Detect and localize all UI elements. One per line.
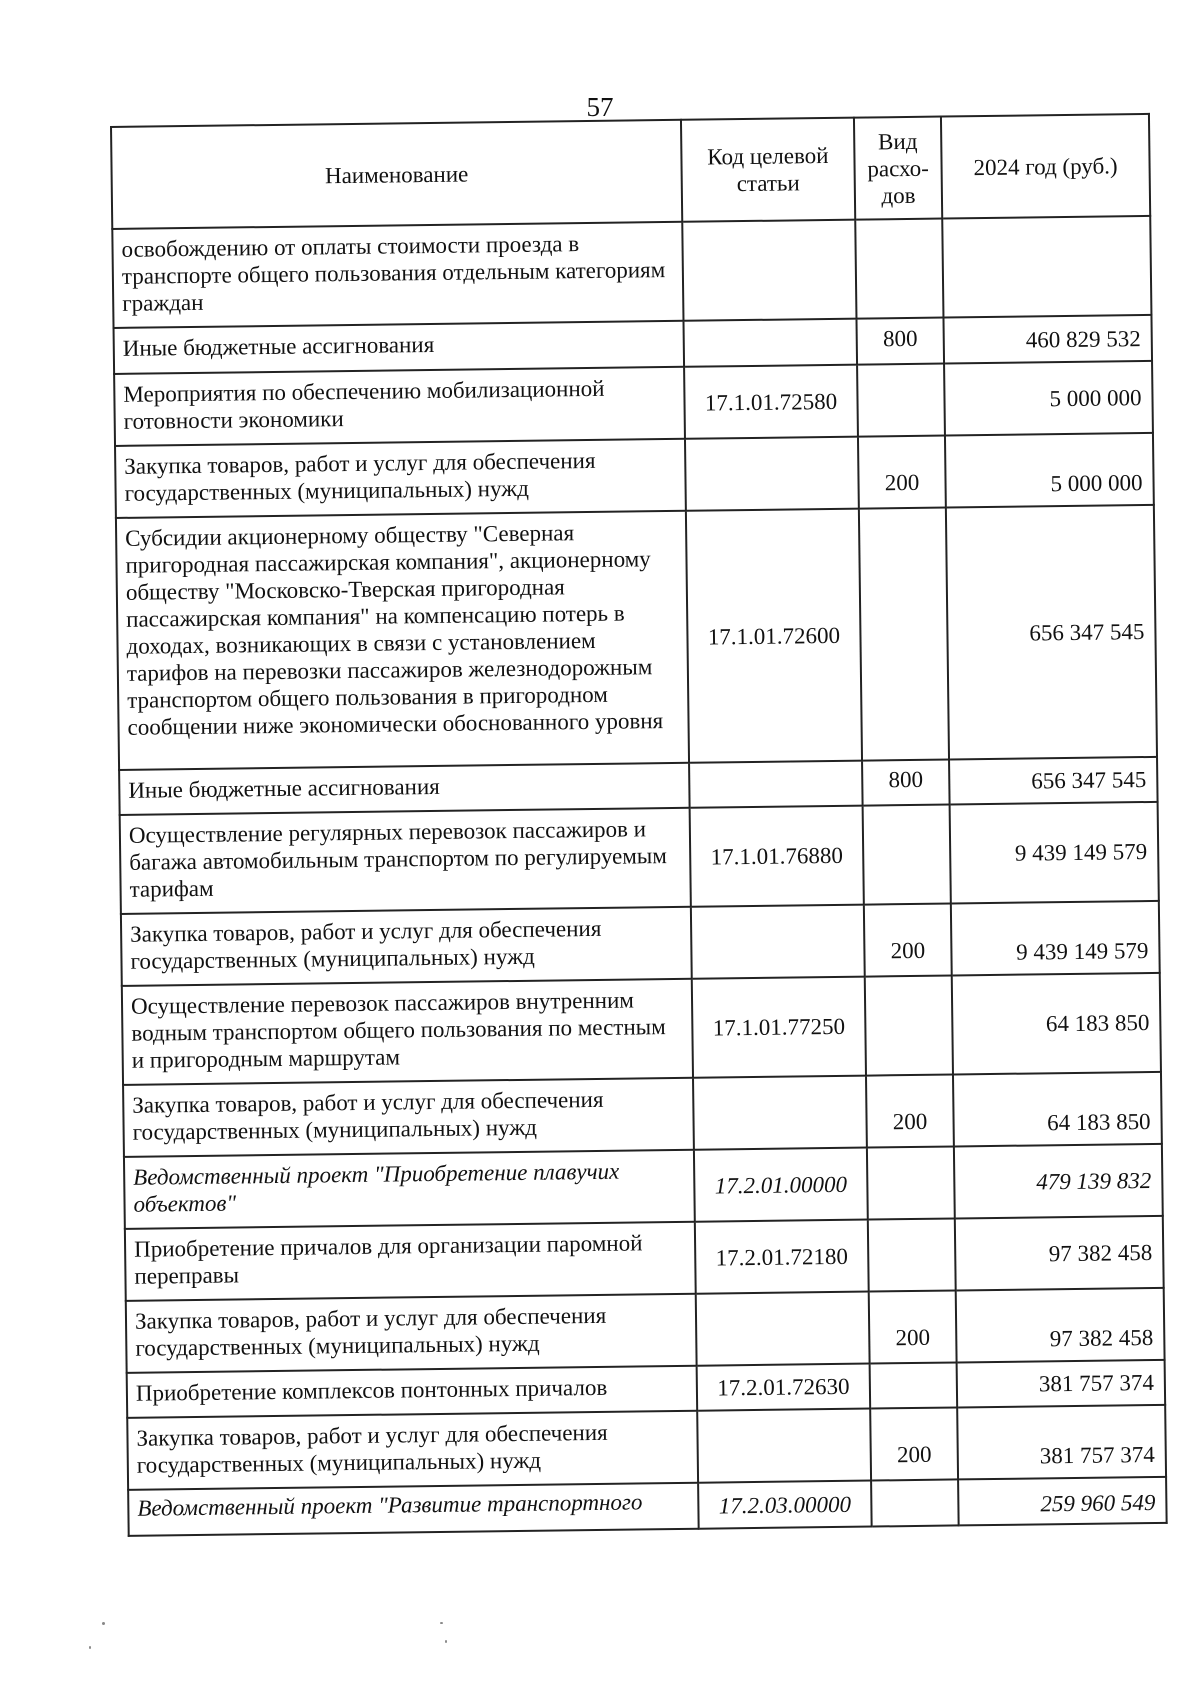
cell-name: Закупка товаров, работ и услуг для обеспечения государственных (муниципальных) нужд	[126, 1294, 697, 1373]
cell-name: Закупка товаров, работ и услуг для обеспечения государственных (муниципальных) нужд	[123, 1078, 694, 1157]
cell-kind: 200	[869, 1290, 957, 1363]
cell-sum: 64 183 850	[953, 1072, 1162, 1147]
cell-code: 17.1.01.72600	[686, 509, 862, 763]
table-header-row	[111, 114, 1150, 229]
cell-sum: 9 439 149 579	[951, 901, 1160, 976]
cell-sum: 381 757 374	[957, 1360, 1166, 1408]
table-row	[114, 361, 1153, 446]
cell-kind: 200	[870, 1407, 958, 1480]
cell-kind	[870, 1362, 958, 1408]
cell-name: Мероприятия по обеспечению мобилизационной готовности экономики	[114, 367, 685, 446]
cell-name: Осуществление регулярных перевозок пассажиров и багажа автомобильным транспортом по регулируемым тарифам	[120, 808, 691, 914]
scan-speck	[440, 1622, 443, 1624]
cell-name: Иные бюджетные ассигнования	[119, 763, 690, 815]
header-kind: Вид расхо-дов	[854, 117, 942, 220]
cell-sum: 656 347 545	[946, 505, 1157, 760]
scan-speck	[445, 1640, 447, 1643]
cell-kind	[867, 1146, 955, 1219]
cell-sum: 259 960 549	[958, 1477, 1167, 1526]
cell-kind	[871, 1479, 959, 1526]
cell-code: 17.2.01.72630	[697, 1364, 871, 1411]
table-row	[120, 802, 1159, 914]
page-number: 57	[586, 92, 614, 122]
cell-sum	[942, 216, 1151, 318]
cell-name: Осуществление перевозок пассажиров внутренним водным транспортом общего пользования по местным и пригородным маршрутам	[122, 979, 693, 1085]
cell-code: 17.1.01.77250	[692, 977, 866, 1078]
cell-code: 17.2.01.00000	[694, 1148, 868, 1222]
cell-code: 17.2.03.00000	[698, 1481, 872, 1529]
cell-name: Ведомственный проект "Развитие транспортного	[128, 1483, 699, 1536]
cell-kind	[863, 805, 951, 905]
cell-kind	[855, 219, 943, 319]
header-name: Наименование	[111, 120, 682, 229]
cell-code	[697, 1409, 871, 1483]
scan-speck	[89, 1646, 91, 1649]
table-body	[112, 216, 1166, 1536]
cell-name: Приобретение причалов для организации паромной переправы	[125, 1222, 696, 1301]
budget-table	[110, 113, 1168, 1537]
cell-sum: 656 347 545	[949, 757, 1158, 805]
cell-code: 17.1.01.72580	[684, 365, 858, 439]
table-row	[115, 433, 1154, 518]
table-row	[126, 1288, 1165, 1373]
cell-kind	[859, 508, 949, 761]
cell-name: освобождению от оплаты стоимости проезда в транспорте общего пользования отдельным категориям граждан	[112, 222, 683, 328]
cell-sum: 5 000 000	[945, 433, 1154, 508]
cell-code	[689, 761, 863, 808]
cell-kind	[865, 975, 953, 1075]
cell-kind: 800	[862, 760, 950, 806]
scan-speck	[102, 1622, 105, 1625]
table-row	[122, 973, 1161, 1085]
header-code: Код целевой статьи	[681, 118, 855, 222]
cell-kind: 200	[866, 1074, 954, 1147]
table-row	[127, 1405, 1166, 1490]
cell-kind	[868, 1218, 956, 1291]
cell-code	[682, 220, 856, 321]
table-row	[112, 216, 1151, 328]
table-row	[121, 901, 1160, 986]
cell-name: Закупка товаров, работ и услуг для обеспечения государственных (муниципальных) нужд	[127, 1411, 698, 1490]
cell-kind: 200	[864, 903, 952, 976]
cell-sum: 460 829 532	[943, 315, 1152, 364]
cell-sum: 64 183 850	[952, 973, 1161, 1075]
cell-sum: 9 439 149 579	[950, 802, 1159, 904]
cell-code: 17.1.01.76880	[690, 806, 864, 907]
cell-name: Субсидии акционерному обществу "Северная пригородная пассажирская компания", акционерному обществу "Московско-Тверская пригородная пассажирская компания" на компенсацию потерь в доходах, возникающих в связи с установлением тарифов на перевозки пассажиров железнодорожным транспортом общего пользования в пригородном сообщении ниже экономически обоснованного уровня	[116, 511, 689, 770]
cell-sum: 479 139 832	[954, 1144, 1163, 1219]
header-sum: 2024 год (руб.)	[941, 114, 1150, 219]
table-row	[123, 1072, 1162, 1157]
cell-sum: 97 382 458	[955, 1216, 1164, 1291]
cell-name: Ведомственный проект "Приобретение плавучих объектов"	[124, 1150, 695, 1229]
cell-sum: 381 757 374	[957, 1405, 1166, 1480]
cell-code	[693, 1076, 867, 1150]
cell-code	[691, 905, 865, 979]
table-row	[125, 1216, 1164, 1301]
table-row	[124, 1144, 1163, 1229]
cell-name: Закупка товаров, работ и услуг для обеспечения государственных (муниципальных) нужд	[121, 907, 692, 986]
cell-name: Приобретение комплексов понтонных причалов	[127, 1366, 698, 1418]
table-row	[116, 505, 1157, 770]
cell-name: Иные бюджетные ассигнования	[114, 321, 685, 374]
cell-code: 17.2.01.72180	[695, 1220, 869, 1294]
cell-sum: 5 000 000	[944, 361, 1153, 436]
cell-code	[696, 1292, 870, 1366]
cell-kind: 200	[858, 436, 946, 509]
cell-sum: 97 382 458	[956, 1288, 1165, 1363]
cell-code	[685, 437, 859, 511]
cell-code	[683, 319, 857, 367]
cell-kind: 800	[856, 318, 944, 365]
cell-kind	[857, 364, 945, 437]
cell-name: Закупка товаров, работ и услуг для обеспечения государственных (муниципальных) нужд	[115, 439, 686, 518]
